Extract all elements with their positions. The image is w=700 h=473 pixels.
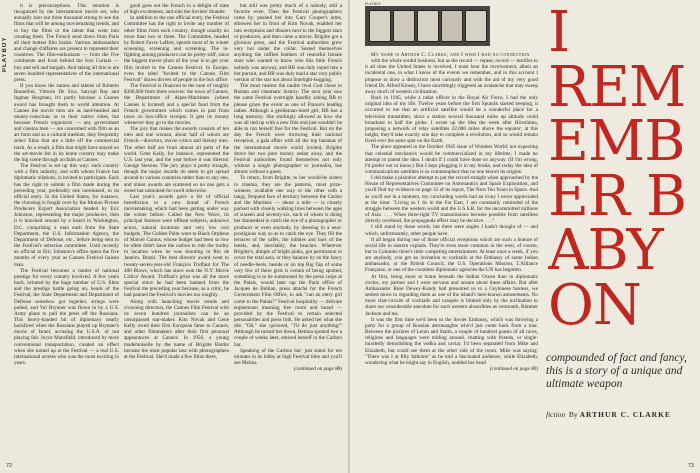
paragraph: Last year's awards gave a bit of official benediction to a new brand of French moviemaking which had been getting under way the winter before. Called the New Wave, its principal features were offbeat subjects, unknown actors, natural locations and very low cost budgets. The Golden Palm went to Black Orpheus of Marcel Camus, whose budget had been so low he often didn't have the carbon to ride the trolley to location when he was shooting in Rio de Janeiro, Brazil. The best director award went to twenty-seven-year-old François Truffaut for The 400 Blows, which has since won the N.Y. Movie Critics' Award. Truffaut's prize was all the more special since he had been banned from the Festival the preceding year because, as a critic, he had panned the Festival's movies too roughly. xyxy=(124,193,229,299)
byline xyxy=(546,410,696,419)
paragraph: I did make a plaintive attempt to put the record straight when approached by the House of Representatives Committee on Astronautics and Space Exploration, and you'll find my evidence on page 32 of its report, The Next Ten Years in Space. And as you'll see in a moment, my concluding words had an irony I never appreciated at the time: "Living as I do in the Far East, I am constantly reminded of the struggle between the western world and the U.S.S.R. for the uncommitted millions of Asia. . . . When three-light TV transmissions become possible from satellites directly overhead, the propaganda effect may be decisive. . . ." xyxy=(365,175,538,225)
paragraph: The most nearest the nudist rival God chose to Roman and cinematic history. The next year saw the same Festival overnight handily asking BB to please grace the event as one of France's leading ladies. Although a gentleman-lured girl, BB has a long memory. She smilingly allowed as how she was all tied up with a new film and just wouldn't be able to run herself free for the Festival. But on the day the French were throwing their national reception, a gala affair with all the top bananas of the international movie world invited, Brigitte drove her two pure money sedan away, and the Festival authorities found themselves not only without a single photographer or journalist, but almost without a guest. xyxy=(234,83,342,176)
story-title xyxy=(548,6,700,333)
paragraph: The Festival is set up this way: each country with a film industry, and with whom France has diplomatic relations, is invited to participate. Each has the right to submit a film made during the preceding year, preferably one unreleased, to its official entry. In the United States, for instance, the choosing is fought over by the Motion Picture Producers Export Association headed by Eric Johnston, representing the major producers, then it is knocked around by a board in Washington, D.C. comprising a man each from the State Department, the U.S. Information Agency, the Department of Defense, etc., before being sent to the Festival's selection committee. Until recently an official in Eric Johnston's office spent the five months of every year as Cannes Festival liaison man. xyxy=(14,163,119,268)
title-line: I xyxy=(548,6,570,61)
right-page xyxy=(350,0,700,473)
page-number-left: 72 xyxy=(6,463,13,469)
story-blurb: compounded of fact and fancy, this is a story of a unique and ultimate weapon xyxy=(546,352,687,390)
title-line: REM xyxy=(548,60,686,115)
paragraph: The jury that makes the awards consists of ten men and one woman, about half of whom are French—directors, movie critics and literary men. The other half are from almost all parts of the world. Gene Kelly, for instance, represented the U.S. last year, and the year before it was director George Stevens. The jury plays it pretty straight, though the major awards do seem to get spread around to various countries rather than to any one, and minor awards are scattered so no one gets a sweet but unlooked-for swell otherwise. xyxy=(124,126,229,194)
continued-note: (continued on page 80) xyxy=(489,365,538,372)
paragraph: It was the first time we'd been to the Soviet Embassy, which was throwing a party for a group of Russian astronaughts who'd just come back from a tour. Between the pictures of Lenin and Stalin, a couple of hundred guests of all races, religions and languages were milling around, chatting with friends, or single-mindedly demolishing the vodka and caviar. I'd been separated from Mike and Elizabeth, but could see them at the other side of the room. Mike was saying: "There was I at fifty fathoms" as he told a fascinated audience, while Elizabeth, wondering what he might say in English, nodded her head xyxy=(365,316,538,366)
paragraph: Along with launching movie trends and crowning directors, the Cannes Film Festival with its seven hundred journalists can be an unsurpassed star-maker. Kim Novak and Gene Kelly owed their first European fame to Cannes, and other filmmakers after their first personal appearances at Cannes. In 1956, a young mademoiselle by the name of Brigitte Bardot became the most popular lass with photographers at the Festival. She'd made a few films there, xyxy=(124,298,229,360)
paragraph: good goes out the French in a delight of state of high excitement, and side the Soviets' thunder. xyxy=(124,3,229,16)
byline-genre: fiction xyxy=(546,410,566,419)
byline-by: By xyxy=(568,410,578,419)
paragraph: it is preconceptions. This emotion is recognized by the international movie set, who annually turn out three thousand strong to see the films that will be among moviemaking trends, and to buy the films or the talent that went into creating them. The French send down from Paris all their hottest film brains. Various ambassadors and changé d'affaires are present to represent their countries. The film-enthusiasts — from the five continents and from behind the Iron Curtain — buy and sell and bargain. And taking all this in are seven hundred representatives of the international press. xyxy=(14,3,119,83)
paragraph: If you know the names and talents of Roberto Rossellini, Vittorio De Sica, Satyajit Ray and Ingmar Bergman, it's partly because a Cannes award has brought them to world attention. At Cannes the movie men are as hard-headed and money-conscious as in their native cities, but because French organizers — any government and cinema men — are concerned with film as an art form and as a cultural medium, they frequently select films that are a little off the commercial track. As a result, a film that might have stayed on the art-movie list in its home country may make the big scene through acclaim at Cannes. xyxy=(14,83,119,163)
title-line: ABY xyxy=(548,224,663,279)
art-panel xyxy=(465,10,487,42)
article-column-2 xyxy=(124,3,229,465)
paragraph: I still stand by those words, but there were angles I hadn't thought of — and which, unfortunately, other people have. xyxy=(365,224,538,237)
continued-note: (continued on page 88) xyxy=(293,366,342,373)
art-panel xyxy=(417,10,439,42)
paragraph: The piece appeared in the October 1945 issue of Wireless World; not expecting that celestial mechanics would be commercialized in my lifetime, I made no attempt to patent the idea. I doubt if I could have done so anyway. (If I'm wrong, I'd prefer not to know.) But I kept plugging it in my books, and today the idea of communications satellites is so commonplace that no one knows its origins. xyxy=(365,144,538,175)
article-column-3 xyxy=(234,3,342,465)
paragraph: At first, being more at home beneath the Indian Ocean than in diplomatic circles, my partner and I were nervous and unsure about these affairs. But after Ambassador Rosé Dewey-Kandy had presented us to a Ceylonese hostess, we settled down to regarding them as one of the island's best-known amusements. No more chat-circuits of cocktails and canapés is limited only by the inclination to share our considerable anecdote for such western absurdities as vermouth, Rimmer Jackson and tea. xyxy=(365,273,538,317)
header-illustration xyxy=(365,6,490,46)
paragraph: In addition to the one official entry, the Festival Committee has the right to invite any number of other films from each country, though usually no more than two or three. The Committee, headed by Robert Favre LeBret, spends most of its winter screening, screening and screening. The in-fighting among producers can be pretty stiff, since the biggest movie plum of the year is to get your film invited to the Cannes Festival. In Europe, even the label "Invited to the Cannes Film Festival" draws droves of people to the box office. xyxy=(124,15,229,83)
article-column-1 xyxy=(14,3,119,465)
byline-author: ARTHUR C. CLARKE xyxy=(579,410,671,419)
art-panel xyxy=(393,10,415,42)
paragraph: with the whole sordid business, but as the record — repeat, record — testifies to it all time the United States is involved, I must bear the involvement, albeit an incidental one, in what I know of the events we remember, and in this account I propose to draw a distinction most curiously and with the aid of my very good friend Dr. Alfred Kinsey, I have unwittingly triggered an avalanche that may sweep away much of western civilization. xyxy=(365,58,538,95)
paragraph: but still was pretty much of a nobody, still a favorite even. Then the Festival photographers came by, pushed her into Gary Cooper's arms, elbowed her in front of Kim Novak, enabled her into receptions and dinners next to the biggest stars or producers, and then came a movie. Brigitte got a glorious press, and the Festival authorities grew very hot under the collar. Seated themselves anything the ruffled feathers of resentful female stars who wanted to know who this little French nobody was anyway, and BB was duly roped into a hot pursuit, and BB was duly mad a star very public version of the star not about limelight-hogging. xyxy=(234,3,342,83)
lead-text: My name is Arthur C. Clarke, and I wish I had no connection xyxy=(371,52,530,58)
title-line: ER B xyxy=(548,169,686,224)
art-panel xyxy=(441,10,463,42)
paragraph: Back in 1945, while a radar officer in the Royal Air Force, I had the only original idea of my life. Twelve years before the first Sputnik started beeping, it occurred to me that an artificial satellite would be a wonderful place for a television transmitter, since a station several thousand miles up altitude could broadcast to half the globe. I wrote up the idea the week after Hiroshima, proposing a network of relay satellites 22,000 miles above the equator; at this height, they'd take exactly one day to complete a revolution, and so would remain fixed over the same spot on the Earth. xyxy=(365,95,538,145)
story-column xyxy=(365,52,538,465)
paragraph: It all began during one of those official receptions which are such a feature of social life in eastern capitals. They're even more common in the west, of course, but in Colombo there's little competing entertainment. At least once a week, if you are anybody, you get an invitation to cocktails at the Embassy of some Indian ambassador, or the British Council, the U.S. Operations Mission, L'Alliance Française, or one of the countless diplomatic agencies the UN has begotten. xyxy=(365,236,538,274)
paragraph: The Festival becomes a matter of national prestige for every country involved. A few years back, irritated by the huge number of U.S. films and the prestige battle going on, heads of the Festival, the State Department and Department of Defense somehow got together, strings were pulled, and Yul Brynner was flown in by a U.S. Army plane to pull the press off the Russians. This heavy-handed bit of diplomacy nearly backfired when the Russians played up Brynner's movie of Israel, accusing the U.S.A. of not playing fair. Joyce Mansfield, introduced by more conventional transportation, created an effect when she turned up at the Festival — a real U.S. international actress who was the most exciting in years. xyxy=(14,267,119,367)
paragraph: To return, from Brigitte, to her would-be sisters in cinema, they are the patterns, most prize-winners, available one way or the other with a tangy, frequent face of territory between the Casino and the Martinez — about a mile — is closely packed with closely walking lines between the ages of sixteen and seventy-six, each of whom is doing her damnedest to catch the eye of a photographer or producer or even anybody, by dressing in a near-prodigious way so as to catch the eye. They fill the terraces of the cafés, the lobbies and bars of the hotels, and, inevitably, the beaches. Wherever Brigitte's, dimple of bright pinks, got permission to cover the total area, or they balance by on the fancy of needle-heels, beside or on top Big Tap of some very few of these girls is certain of being spotted, something is to be summoned by the press corps at the Palais, would later tap the Paris office of Jacques de Brétian, press attaché for the French Government Film Office, to ask "can an entry girl come to the Palais?" Festival hospitality — delicate euphemism meaning free room and board — provided by the Festival to certain selected personalities and press folk. He asked her what she did. "Oh," she quivered, "I'll do just anything!" Although he turned her down, Bettina spotted two a couple of weeks later, enticed herself in the Carlton bar. xyxy=(234,175,342,348)
paragraph: Speaking of the Carlton bar: just stand for ten minutes in its lobby at high Festival time and you'll see Melina xyxy=(234,347,342,367)
header-label: PLAYBOY xyxy=(365,2,382,6)
title-line: EMB xyxy=(548,115,685,170)
page-number-right: 73 xyxy=(687,463,694,469)
paragraph: The Festival is financed to the tune of roughly $300,000 from three sources: the town of Cannes, the Department of Alpes-Maritimes (where Cannes is located) and a special fund from the French government which comes in part from taxes on box-office receipts. It gets its money whenever they go to the movies. xyxy=(124,83,229,126)
masthead-playboy: PLAYBOY xyxy=(2,36,8,72)
art-panel xyxy=(369,10,391,42)
title-line: ON xyxy=(548,278,641,333)
